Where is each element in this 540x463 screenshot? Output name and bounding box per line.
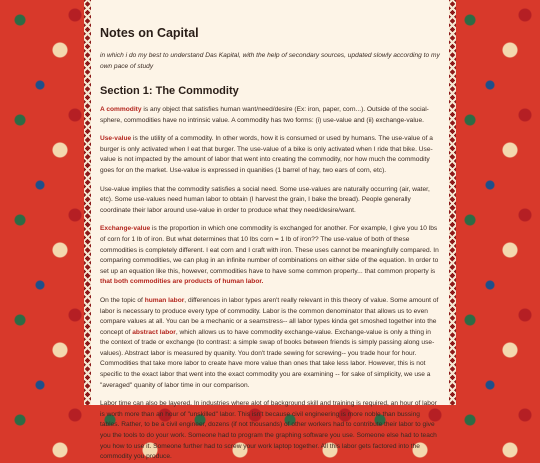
emphasis-human-labor: that both commodities are products of human labor. [100, 278, 264, 286]
term-commodity: A commodity [100, 106, 142, 113]
paragraph-text: On the topic of [100, 296, 145, 304]
page-sheet [91, 0, 449, 461]
paragraph-use-value-social: Use-value implies that the commodity satisfies a social need. Some use-values are naturally occurring (air, water, etc). Some use-values need human labor to obtain (I harvest the grain, I bake the bread). People generally coordinate their labor around use-value in order to produce what they need/desire/want. [100, 185, 430, 214]
paragraph-human-labor [100, 296, 441, 391]
paragraph-text: is the utility of a commodity. In other words, how it is consumed or used by humans. The use-value of a burger is only activated when I eat that burger. The use-value of a bike is only activated when I ride that bike. Use-value is not impacted by the amount of labor that went into creating the commodity, nor how much the commodity goes for on the market. Use-value is expressed in quanities (1 barrel of hay, two ears of corn, etc). [100, 135, 433, 174]
paragraph-labor-time: Labor time can also be layered. In industries where alot of background skill and training is required, an hour of labor is worth more than an hour of "unskilled" labor. This isn't because civil engineering is more noble than bussing tables. Rather, to be a civil engineer, dozens (if not thousands) of other workers had to contribute their labor to give you the tools to do your work. Someone had to program the graphing software you use. Someone else had to teach you how to use it. Someone further had to screw your work laptop together. All this labor gets factored into the commodity you produce. [100, 400, 437, 461]
paragraph-exchange-value [100, 224, 441, 288]
paragraph-text: , which allows us to have commodity exchange-value. Exchange-value is only a thing in the context of trade or exchange (to contrast: a simple swap of books between friends is simply passing along use-values). Abstract labor is measured by quanity. You don't trade sewing for screwing-- you trade hour for hour. Commodities that take more labor to create have more value than ones that take less labor. However, this is not specific to the exact labor that went into the exact commodity you are examining -- for sake of simplicity, we use a "averaged" quanity of labor time in our comparison. [100, 328, 435, 389]
paragraph-text: , differences in labor types aren't really relevant in this theory of value. Some amount of labor is necessary to produce every type of commodity. Labor is the common denominator that allows us to even compare values at all. You can be a mechanic or a seamstress-- all labor types kinda get smoshed together into the concept of [100, 296, 439, 336]
term-exchange-value: Exchange-value [100, 225, 151, 233]
page-subtitle: in which i do my best to understand Das Kapital, with the help of secondary sources, updated slowly according to my own pace of study [100, 52, 440, 70]
page-title: Notes on Capital [100, 26, 199, 40]
paragraph-text: is any object that satisfies human want/need/desire (Ex: iron, paper, corn...). Outside of the social-sphere, commodities have no intrinsic value. A commodity has two forms: (i) use-value and (ii) exchange-value. [100, 106, 429, 124]
document-content [91, 0, 449, 463]
paragraph-commodity [100, 105, 441, 126]
term-use-value: Use-value [100, 135, 132, 143]
term-human-labor: human labor [144, 296, 185, 304]
term-abstract-labor: abstract labor [132, 328, 176, 336]
paragraph-use-value [100, 134, 441, 176]
paragraph-text: is the proportion in which one commodity is exchanged for another. For example, I give you 10 lbs of corn for 1 lb of iron. But what determines that 10 lbs corn = 1 lb of iron?? The use-value of both of these commodities is completely different. I eat corn and I craft with iron. These uses cannot be meaningfully compared. In comparing commodities, we can plug in an infinite number of combinations on either side of the equation. In order to set up an equation like this, however, commodities have to have some common property... that common property is [100, 225, 439, 275]
section-heading: Section 1: The Commodity [100, 85, 239, 97]
